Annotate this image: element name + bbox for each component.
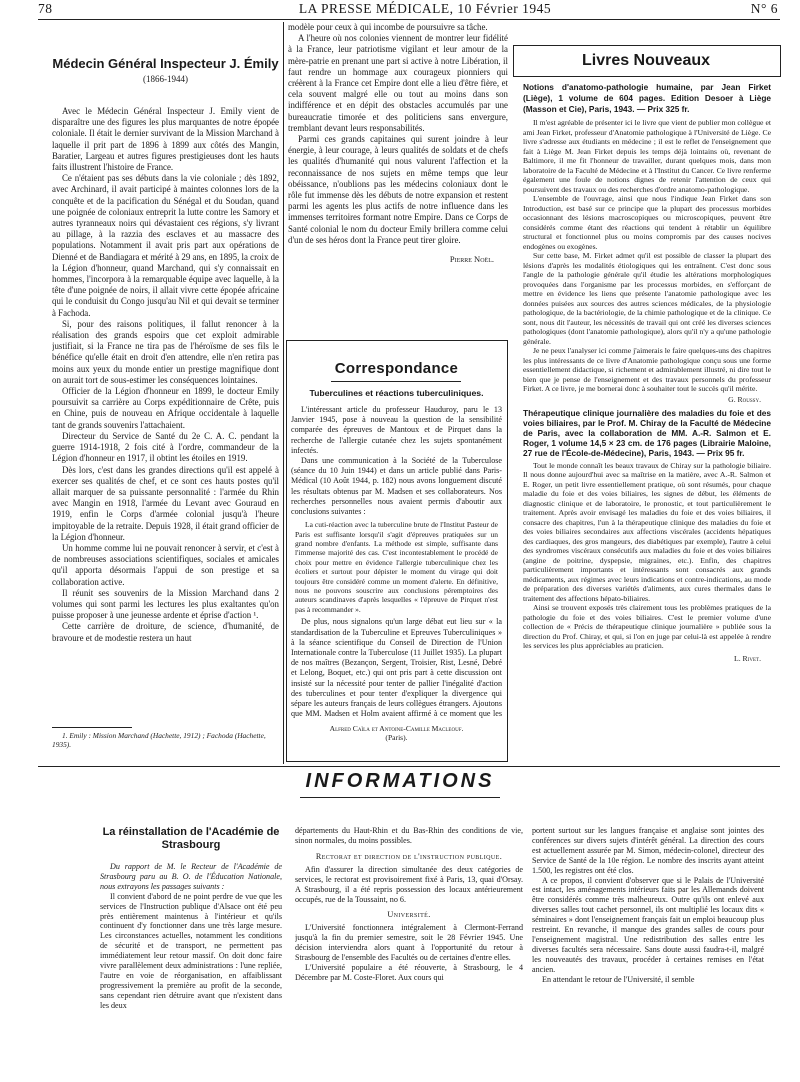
book1-heading: Notions d'anatomo-pathologie humaine, par Jean Firket (Liège), 1 volume de 604 pages. Edition Desoer à Liège (Masson et Cie), Paris, 1943. — Prix 325 fr. [523, 82, 771, 114]
correspondance-rule [331, 381, 461, 382]
info-paragraph: départements du Haut-Rhin et du Bas-Rhin des conditions de vie, sinon normales, du moins possibles. [295, 826, 523, 845]
strasbourg-title: La réinstallation de l'Académie de Strasbourg [102, 826, 280, 851]
book2-heading: Thérapeutique clinique journalière des maladies du foie et des voies biliaires, par le Prof. M. Chiray de la Faculté de Médecine de Paris, avec la collaboration de MM. A.-R. Salmon et E. Roger, 1 volume 14,5 × 23 cm. de 176 pages (Librairie Maloine, 27 rue de l'École-de-Médecine), Paris, 1943. — Prix 95 fr. [523, 407, 771, 458]
informations-title: INFORMATIONS [305, 770, 495, 792]
footnote-rule [52, 727, 132, 728]
informations-col3 [532, 826, 764, 1076]
emily-footnote-block [52, 731, 279, 755]
emily-cont-paragraph: modèle pour ceux à qui incombe de poursuivre sa tâche. [288, 22, 488, 32]
correspondance-article [291, 360, 502, 720]
emily-dates: (1866-1944) [143, 74, 188, 84]
emily-paragraph: Il réunit ses souvenirs de la Mission Marchand dans 2 volumes qui sont parmi les lectures les plus exaltantes qu'on puisse proposer à une jeunesse ardente et éprise d'action ¹. [52, 587, 279, 621]
emily-paragraph: Ce n'étaient pas ses débuts dans la vie coloniale ; dès 1892, avec Archinard, il avait participé à maintes colonnes lors de la conquête et de la pacification du Sénégal et du Soudan, quand une poignée de coloniaux entreprit la lutte contre les Samory et autres tyranneaux noirs qui dévastaient ces régions, s'y livrant au pillage, à la razzia des esclaves et au massacre des populations. Notamment il avait pris part aux opérations de Dienné et de Bandiagara et mérité à 29 ans, en 1895, la croix de la Légion d'honneur, quand Marchand, qui s'y connaissait en hommes, l'incorpora à la remarquable équipe avec laquelle, à la tête d'une poignée de noirs, il allait vivre cette épopée africaine qui le conduisit du Congo jusqu'au Nil et qui devait se terminer à Fachoda. [52, 173, 279, 318]
emily-paragraph: Si, pour des raisons politiques, il fallut renoncer à la réalisation des grands espoirs que cet exploit admirable justifiait, si la France ne tira pas de l'héroïsme de ses fils le bénéfice qu'elle était en droit d'en attendre, elle n'en retira pas moins aux yeux du monde entier un prestige magnifique dont on aurait tort de sous-estimer les conséquences lointaines. [52, 318, 279, 385]
subhead-rectorat: Rectorat et direction de l'instruction publique. [315, 851, 503, 861]
book1-signature: G. Roussy. [728, 394, 761, 404]
emily-cont-paragraph: Parmi ces grands capitaines qui surent joindre à leur énergie, à leur courage, à leurs qualités de soldats et de chefs les qualités d'humanité qui nous valurent l'affection et la reconnaissance de nos sujets en même temps que leur obéissance, n'oublions pas les médecins coloniaux dont le rôle fut immense dès les débuts de notre expansion et restent parmi les agents les plus actifs de notre influence dans les immenses territoires formant notre Empire. Dans ce Corps de Santé colonial le nom du docteur Emily brillera comme celui d'un de ses héros dont la France peut tirer gloire. [288, 134, 508, 245]
book1-paragraph: Je ne peux l'analyser ici comme j'aimerais le faire quelques-uns des chapitres les plus intéressants de ce livre d'Anatomie pathologique conçu sous une forme essentiellement didactique, si richement et admirablement illustré, ni dire tout le bien que je pense de l'enseignement et des travaux personnels du professeur Firket. A ce livre, je me bornerai donc à souhaiter tout le succès qu'il mérite. [523, 346, 771, 393]
column-divider [283, 22, 284, 764]
book1-paragraph: Sur cette base, M. Firket admet qu'il est possible de classer la plupart des lésions d'après les modalités étiologiques qui les entraînent. C'est donc sous l'angle de la pathologie générale qu'il étudie les altérations morphologiques provoquées dans l'organisme par les processus morbides, en s'efforçant de mettre en évidence les liens que présente l'anatomie pathologique avec les données puisées aux sources des autres sciences médicales, de la physiologie pathologique, de la bactériologie, de la chimie pathologique et de la clinique. Ce sont, nous dit l'auteur, les nécessités de travail qui ont créé les diverses sciences pathologiques (dont l'anatomie pathologique), alors qu'il n'y a qu'une pathologie générale. [523, 251, 771, 346]
emily-paragraph: Cette carrière de droiture, de science, d'humanité, de bravoure et de modestie restera un haut [52, 621, 279, 643]
emily-paragraph: Directeur du Service de Santé du 2e C. A. C. pendant la guerre 1914-1918, 2 fois cité à l'ordre, commandeur de la Légion d'honneur en 1917, il obtint les étoiles en 1919. [52, 430, 279, 464]
info-paragraph: L'Université populaire a été réouverte, à Strasbourg, le 4 Décembre par M. Coste-Floret. Aux cours qui [295, 963, 523, 982]
book1-paragraph: L'ensemble de l'ouvrage, ainsi que nous l'indique Jean Firket dans son Introduction, est basé sur ce principe que la plupart des processus morbides occasionnant des lésions macroscopiques ou microscopiques, peuvent être considérés comme étant des réactions qui tendent à rétablir un équilibre structural et fonctionnel plus ou moins compromis par des causes nocives endogènes ou exogènes. [523, 194, 771, 251]
page-header [38, 0, 778, 16]
correspondance-paragraph: Dans une communication à la Société de la Tuberculose (séance du 10 Juin 1944) et dans un article publié dans Paris-Médical (10 Août 1944, p. 182) nous avons longuement discuté les résultats obtenus par M. Madsen et ses collaborateurs. Nos recherches personnelles nous avaient permis d'aboutir aux conclusions suivantes : [291, 456, 502, 517]
emily-paragraph: Dès lors, c'est dans les grandes directions qu'il est appelé à exercer ses qualités de chef, et ce sont ces hauts postes qu'il allait marquer de sa puissante personnalité : l'armée du Rhin avec Mangin en 1918, l'armée du Levant avec Gouraud en 1919, enfin le Corps d'armée colonial jusqu'à l'heure impitoyable de la retraite. Depuis 1928, il était grand officier de la Légion d'honneur. [52, 464, 279, 542]
emily-footnote: 1. Emily : Mission Marchand (Hachette, 1912) ; Fachoda (Hachette, 1935). [52, 731, 266, 749]
book1-paragraph: Il m'est agréable de présenter ici le livre que vient de publier mon collègue et ami Jean Firket, professeur d'Anatomie pathologique à l'Université de Liège. Ce livre s'adresse aux étudiants en médecine ; il est le reflet de l'enseignement que fait à Liège M. Jean Firket depuis les temps déjà lointains où, revenant de Baltimore, il me fit l'honneur de travailler, durant quelques mois, dans mon laboratoire de la Faculté de Médecine et à l'Institut du Cancer. Ce livre renferme également une foule de notions dignes de retenir l'attention de ceux qui poursuivent des travaux ou des recherches d'ordre anatomo-pathologique. [523, 118, 771, 194]
emily-title: Médecin Général Inspecteur J. Émily [52, 56, 279, 71]
info-paragraph: Afin d'assurer la direction simultanée des deux catégories de services, le rectorat est provisoirement fixé à Paris, 13, quai d'Orsay. A Strasbourg, il a été repris possession des locaux antérieurement occupés, rue de la Toussaint, no 6. [295, 864, 523, 904]
emily-continued [288, 22, 508, 340]
correspondance-signature-block [291, 724, 502, 756]
livres-title: Livres Nouveaux [581, 52, 711, 69]
correspondance-place: (Paris). [385, 733, 408, 742]
book2-paragraph: Ainsi se trouvent exposés très clairement tous les problèmes pratiques de la pathologie du foie et des voies biliaires. C'est le premier volume d'une collection de « Précis de thérapeutique clinique journalière » publiée sous la direction du Prof. Chiray, et qui, si l'on en juge par celui-là est appelée à rendre les services les plus appréciables au praticien. [523, 603, 771, 650]
correspondance-paragraph: L'intéressant article du professeur Hauduroy, paru le 13 Janvier 1945, pose à nouveau la question de la sensibilité comparée des épreuves de Mantoux et de Pirquet dans la recherche de l'allergie cutanée chez les sujets spontanément infectés. [291, 405, 502, 455]
header-rule [38, 19, 780, 20]
correspondance-signature: Alfred Caïla et Antoine-Camille Macleouf. [329, 724, 464, 733]
emily-paragraph: Un homme comme lui ne pouvait renoncer à servir, et c'est à de nombreuses associations scientifiques, sociales et amicales qu'il apporta désormais l'appui de son prestige et sa collaboration active. [52, 542, 279, 587]
emily-paragraph: Avec le Médecin Général Inspecteur J. Emily vient de disparaître une des figures les plus marquantes de notre épopée coloniale. Il était le dernier survivant de la Mission Marchand à laquelle il prit part de 1896 à 1899 aux côtés des Mangin, Baratier, Largeau et autres figures prestigieuses dont les hauts faits illustrent l'histoire de France. [52, 106, 279, 173]
correspondance-quote: La cuti-réaction avec la tuberculine brute de l'Institut Pasteur de Paris est suffisante lorsqu'il s'agit d'épreuves pratiquées sur un grand nombre d'enfants. La méthode est simple, suffisante dans l'immense majorité des cas. C'est incontestablement le procédé de choix pour mettre en évidence l'allergie tuberculinique chez les écoliers et surtout pour dépister le moment du virage qui doit toujours être considéré comme un moment d'alerte. En définitive, nous ne pouvons souscrire aux conclusions péremptoires des auteurs scandinaves d'après lesquelles « l'épreuve de Pirquet n'est pas à recommander ». [295, 520, 498, 614]
info-paragraph: A ce propos, il convient d'observer que si le Palais de l'Université est intact, les aménagements intérieurs faits par les Allemands doivent être considérés comme très malheureux. Outre qu'ils ont enlevé aux diverses salles tout cachet personnel, ils ont multiplié les locaux dits « séminaires » dont l'enseignement français fait un emploi beaucoup plus restreint. En revanche, il manque des grandes salles de cours pour l'enseignement magistral. Une redistribution des salles entre les diverses facultés sera nécessaire. Sans doute aussi faudra-t-il, malgré les nouveautés des travaux, procéder à certaines remises en l'état ancien. [532, 875, 764, 974]
correspondance-title: Correspondance [334, 360, 459, 377]
emily-signature: Pierre Noël. [449, 254, 494, 265]
livres-article [523, 82, 771, 750]
correspondance-subtitle: Tuberculines et réactions tuberculiniques. [309, 388, 484, 398]
informations-col2 [295, 826, 523, 1076]
info-paragraph: En attendant le retour de l'Université, il semble [542, 974, 695, 984]
issue-number: N° 6 [750, 1, 778, 16]
emily-article [52, 56, 279, 721]
subhead-universite: Université. [387, 910, 431, 920]
strasbourg-paragraph: Il convient d'abord de ne point perdre de vue que les services de l'Instruction publique d'Alsace ont été peu près entièrement maintenus à l'intérieur et qu'ils continuent d'y fonctionner dans une très large mesure. Les circonstances actuelles, notamment les conditions de sécurité et de transport, ne permettent pas immédiatement leur retour massif. On doit donc faire vivre parallèlement deux administrations : l'une repliée, l'autre en voie de réorganisation, en affaiblissant progressivement la première au profit de la seconde, sans cependant rien détruire avant que n'existent dans les deux [100, 891, 282, 1010]
publication-title: LA PRESSE MÉDICALE, 10 Février 1945 [298, 1, 552, 16]
info-paragraph: portent surtout sur les langues française et anglaise sont jointes des conférences sur divers sujets d'intérêt général. La direction des cours est actuellement assurée par M. Simon, médecin-colonel, directeur des Service de Santé de la 10e région. Le nombre des inscrits ayant atteint 1.500, les registres ont été clos. [532, 826, 764, 875]
info-paragraph: L'Université fonctionnera intégralement à Clermont-Ferrand jusqu'à la fin du premier semestre, soit le 28 Février 1945. Une décision interviendra alors quant à l'opportunité du retour à Strasbourg de l'ensemble des Facultés ou de certaines d'entre elles. [295, 923, 523, 963]
informations-underline [300, 797, 500, 798]
strasbourg-article [100, 826, 282, 1076]
book2-paragraph: Tout le monde connaît les beaux travaux de Chiray sur la pathologie biliaire. Il nous donne aujourd'hui avec sa maîtrise en la matière, avec A.-R. Salmon et E. Roger, un petit livre essentiellement pratique, où sont résumés, pour chaque maladie du foie et des voies biliaires, les signes de début, les éléments de diagnostic clinique et de laboratoire, le pronostic, et tout particulièrement le traitement. Après avoir envisagé les maladies du foie et des voies biliaires, il consacre des chapitres, l'un à la thérapeutique clinique des maladies du foie et des voies biliaires secondaires aux affections viscérales (accidents hépatiques des cardiaques, des gros mangeurs, des diabétiques par exemple), l'autre à celui des syndromes viscéraux consécutifs aux maladies du foie et des voies biliaires (angine de poitrine, dyspepsie, migraines, etc.). Enfin, des chapitres particulièrement importants et intéressants sont consacrés aux grands médicaments, aux régimes avec leurs indications et contre-indications, au mode de préparation des diverses variétés d'aliments, aux cures thermales dans le traitement des affections hépato-biliaires. [523, 460, 771, 603]
emily-cont-paragraph: A l'heure où nos colonies viennent de montrer leur fidélité à la France, leur patriotisme vigilant et leur amour de la mère-patrie en prenant une part si active à notre Libération, il faut rendre un hommage aux courageux pionniers qui créèrent à la France cet Empire dont elle a lieu d'être fière, et cela souvent malgré elle ou tout au moins dans son indifférence et en dépit des obstacles accumulés par une bureaucratie timorée et des politiciens sans envergure, tremblant devant leurs responsabilités. [288, 33, 508, 133]
emily-paragraph: Officier de la Légion d'honneur en 1899, le docteur Emily poursuivit sa carrière au Corps expéditionnaire de Crête, puis en Chine, puis de nouveau en Afrique occidentale à laquelle tant de grands souvenirs l'attachaient. [52, 386, 279, 430]
strasbourg-intro: Du rapport de M. le Recteur de l'Académie de Strasbourg paru au B. O. de l'Éducation Nationale, nous extrayons les passages suivants : [100, 862, 282, 891]
book2-signature: L. Rivet. [734, 653, 761, 663]
correspondance-paragraph: De plus, nous signalons qu'un large débat eut lieu sur « la standardisation de la Tuberculine et Epreuves Tuberculiniques » à la séance scientifique du Conseil de Direction de l'Union Internationale contre la Tuberculose (11 Juillet 1935). La plupart de nos maîtres (Bezançon, Sergent, Troisier, Rist, Lesné, Debré et Lelong, Boquet, etc.) qui ont pris part à cette discussion ont insisté sur la nécessité pour tenter de pallier l'inégalité d'action des tuberculines et pour tenter d'expliquer la divergence qui sépare les auteurs français de leurs collègues étrangers. Ajoutons que MM. Madsen et Holm avaient affirmé à ce moment que les [291, 617, 502, 719]
page-number: 78 [38, 1, 53, 16]
section-rule [38, 766, 780, 767]
